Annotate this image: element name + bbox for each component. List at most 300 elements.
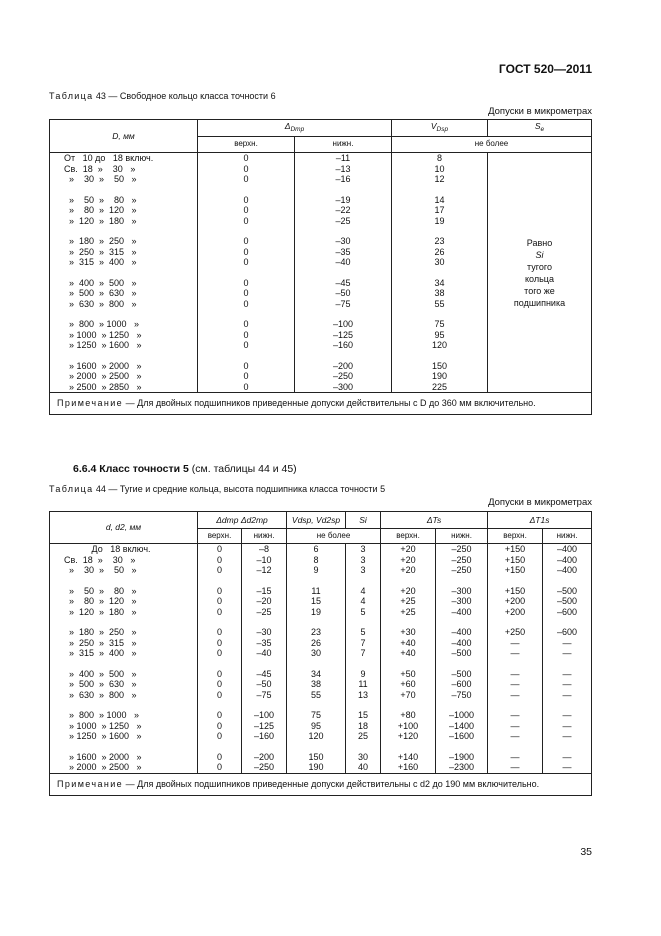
t1s-lower: —	[543, 679, 592, 690]
spacer-cell	[543, 742, 592, 752]
page-number: 35	[580, 846, 592, 858]
delta-lower: –40	[242, 648, 287, 659]
delta-lower: –12	[242, 565, 287, 576]
v-dsp: 23	[392, 236, 488, 247]
table-44	[49, 511, 592, 796]
ts-upper: +40	[381, 638, 436, 649]
ts-lower: –1900	[436, 752, 488, 763]
size-range: » 500 » 630 »	[50, 288, 198, 299]
ts-lower: –500	[436, 648, 488, 659]
delta-lower: –50	[242, 679, 287, 690]
t1s-lower: –600	[543, 607, 592, 618]
size-range: » 120 » 180 »	[50, 216, 198, 227]
size-range: » 50 » 80 »	[50, 195, 198, 206]
delta-upper: 0	[198, 586, 242, 597]
v-dsp: 23	[287, 627, 346, 638]
spacer-cell	[198, 185, 295, 195]
spacer-cell	[381, 700, 436, 710]
t1s-upper: —	[488, 731, 543, 742]
table-row	[50, 586, 592, 597]
delta-upper: 0	[198, 288, 295, 299]
si-value: 7	[346, 638, 381, 649]
si-value: 30	[346, 752, 381, 763]
section-heading: 6.6.4 Класс точности 5 (см. таблицы 44 и 45)	[73, 463, 297, 475]
delta-lower: –8	[242, 544, 287, 555]
t44-upper: верхн.	[198, 529, 242, 544]
t1s-upper: —	[488, 679, 543, 690]
size-range: » 1250 » 1600 »	[50, 340, 198, 351]
t1s-lower: —	[543, 752, 592, 763]
spacer-cell	[392, 268, 488, 278]
delta-upper: 0	[198, 710, 242, 721]
delta-lower: –30	[242, 627, 287, 638]
spacer-cell	[295, 351, 392, 361]
ts-upper: +60	[381, 679, 436, 690]
v-dsp: 150	[287, 752, 346, 763]
delta-lower: –25	[295, 216, 392, 227]
t1s-lower: —	[543, 731, 592, 742]
delta-upper: 0	[198, 236, 295, 247]
v-dsp: 8	[287, 555, 346, 566]
t1s-upper: +150	[488, 586, 543, 597]
v-dsp: 38	[392, 288, 488, 299]
t1s-lower: –400	[543, 555, 592, 566]
size-range: » 2000 » 2500 »	[50, 371, 198, 382]
delta-lower: –160	[242, 731, 287, 742]
si-value: 4	[346, 586, 381, 597]
si-value: 9	[346, 669, 381, 680]
spacer-cell	[392, 351, 488, 361]
v-dsp: 11	[287, 586, 346, 597]
t1s-upper: +200	[488, 596, 543, 607]
delta-lower: –40	[295, 257, 392, 268]
size-range: » 80 » 120 »	[50, 596, 198, 607]
delta-upper: 0	[198, 299, 295, 310]
se-note-line: того же	[524, 285, 555, 296]
v-dsp: 190	[392, 371, 488, 382]
delta-upper: 0	[198, 679, 242, 690]
size-range: » 120 » 180 »	[50, 607, 198, 618]
table-row	[50, 627, 592, 638]
ts-upper: +50	[381, 669, 436, 680]
delta-lower: –11	[295, 153, 392, 164]
table44-units: Допуски в микрометрах	[488, 497, 592, 508]
spacer-cell	[346, 659, 381, 669]
spacer-cell	[488, 617, 543, 627]
table43-units: Допуски в микрометрах	[488, 106, 592, 117]
table-row	[50, 731, 592, 742]
v-dsp: 12	[392, 174, 488, 185]
delta-lower: –75	[295, 299, 392, 310]
t1s-lower: —	[543, 762, 592, 773]
spacer-cell	[295, 309, 392, 319]
size-range: » 315 » 400 »	[50, 257, 198, 268]
spacer-cell	[543, 617, 592, 627]
v-dsp: 6	[287, 544, 346, 555]
se-note-line: подшипника	[513, 297, 566, 308]
delta-lower: –20	[242, 596, 287, 607]
t44-col-si: Si	[346, 512, 381, 529]
t44-col-delta: Δdmp Δd2mp	[198, 512, 287, 529]
spacer-row	[50, 700, 592, 710]
spacer-cell	[381, 617, 436, 627]
delta-lower: –35	[295, 247, 392, 258]
delta-upper: 0	[198, 669, 242, 680]
delta-upper: 0	[198, 607, 242, 618]
v-dsp: 8	[392, 153, 488, 164]
t1s-upper: —	[488, 648, 543, 659]
delta-lower: –50	[295, 288, 392, 299]
delta-upper: 0	[198, 257, 295, 268]
size-range: » 180 » 250 »	[50, 627, 198, 638]
spacer-cell	[295, 268, 392, 278]
table-row	[50, 607, 592, 618]
spacer-cell	[50, 742, 198, 752]
delta-upper: 0	[198, 762, 242, 773]
spacer-cell	[50, 617, 198, 627]
v-dsp: 38	[287, 679, 346, 690]
delta-lower: –19	[295, 195, 392, 206]
t44-not-more: не более	[287, 529, 381, 544]
v-dsp: 95	[287, 721, 346, 732]
spacer-cell	[198, 268, 295, 278]
delta-upper: 0	[198, 371, 295, 382]
spacer-row	[50, 576, 592, 586]
t44-ts-lower: нижн.	[436, 529, 488, 544]
ts-lower: –400	[436, 638, 488, 649]
spacer-cell	[346, 742, 381, 752]
spacer-cell	[50, 576, 198, 586]
ts-upper: +160	[381, 762, 436, 773]
si-value: 3	[346, 555, 381, 566]
spacer-cell	[50, 309, 198, 319]
size-range: » 30 » 50 »	[50, 565, 198, 576]
t1s-lower: –500	[543, 596, 592, 607]
ts-lower: –1000	[436, 710, 488, 721]
t43-note: Примечание — Для двойных подшипников приведенные допуски действительны с D до 360 мм включительно.	[50, 393, 592, 415]
t43-col-v: $V_{Dsp}$	[392, 120, 488, 137]
v-dsp: 150	[392, 361, 488, 372]
ts-upper: +20	[381, 544, 436, 555]
spacer-cell	[50, 659, 198, 669]
t1s-upper: —	[488, 669, 543, 680]
v-dsp: 75	[392, 319, 488, 330]
size-range: » 400 » 500 »	[50, 278, 198, 289]
spacer-cell	[543, 576, 592, 586]
t1s-upper: +250	[488, 627, 543, 638]
delta-lower: –22	[295, 205, 392, 216]
v-dsp: 10	[392, 164, 488, 175]
table-row	[50, 555, 592, 566]
spacer-cell	[242, 742, 287, 752]
spacer-cell	[198, 742, 242, 752]
t43-col-delta: $\Delta_{Dmp}$	[198, 120, 392, 137]
spacer-cell	[381, 659, 436, 669]
delta-upper: 0	[198, 205, 295, 216]
table-row	[50, 153, 592, 164]
v-dsp: 34	[392, 278, 488, 289]
size-range: Св. 18 » 30 »	[50, 555, 198, 566]
delta-upper: 0	[198, 555, 242, 566]
spacer-cell	[488, 700, 543, 710]
ts-upper: +80	[381, 710, 436, 721]
size-range: Св. 18 » 30 »	[50, 164, 198, 175]
delta-lower: –45	[242, 669, 287, 680]
t1s-upper: —	[488, 638, 543, 649]
spacer-cell	[346, 576, 381, 586]
spacer-cell	[346, 617, 381, 627]
se-note-line: Si	[535, 249, 544, 260]
size-range: » 50 » 80 »	[50, 586, 198, 597]
spacer-cell	[198, 576, 242, 586]
si-value: 11	[346, 679, 381, 690]
ts-upper: +70	[381, 690, 436, 701]
v-dsp: 95	[392, 330, 488, 341]
size-range: » 1250 » 1600 »	[50, 731, 198, 742]
t1s-lower: —	[543, 638, 592, 649]
spacer-cell	[287, 576, 346, 586]
ts-upper: +30	[381, 627, 436, 638]
delta-upper: 0	[198, 319, 295, 330]
spacer-cell	[198, 351, 295, 361]
delta-lower: –45	[295, 278, 392, 289]
size-range: » 2000 » 2500 »	[50, 762, 198, 773]
size-range: » 800 » 1000 »	[50, 710, 198, 721]
spacer-cell	[488, 659, 543, 669]
delta-upper: 0	[198, 216, 295, 227]
v-dsp: 17	[392, 205, 488, 216]
spacer-cell	[381, 742, 436, 752]
delta-lower: –250	[242, 762, 287, 773]
size-range: До 18 включ.	[50, 544, 198, 555]
t1s-lower: —	[543, 690, 592, 701]
delta-upper: 0	[198, 164, 295, 175]
v-dsp: 225	[392, 382, 488, 393]
table43-caption: Таблица 43 — Свободное кольцо класса точности 6	[49, 91, 276, 101]
delta-lower: –35	[242, 638, 287, 649]
t1s-upper: +150	[488, 565, 543, 576]
spacer-cell	[543, 659, 592, 669]
spacer-cell	[198, 226, 295, 236]
v-dsp: 26	[392, 247, 488, 258]
spacer-cell	[295, 185, 392, 195]
size-range: » 30 » 50 »	[50, 174, 198, 185]
table-row	[50, 679, 592, 690]
si-value: 4	[346, 596, 381, 607]
si-value: 3	[346, 544, 381, 555]
si-value: 18	[346, 721, 381, 732]
v-dsp: 120	[392, 340, 488, 351]
t1s-upper: +150	[488, 555, 543, 566]
size-range: » 1000 » 1250 »	[50, 721, 198, 732]
si-value: 13	[346, 690, 381, 701]
spacer-cell	[198, 309, 295, 319]
delta-lower: –30	[295, 236, 392, 247]
table-row	[50, 690, 592, 701]
spacer-cell	[436, 617, 488, 627]
ts-lower: –250	[436, 544, 488, 555]
v-dsp: 15	[287, 596, 346, 607]
ts-lower: –750	[436, 690, 488, 701]
size-range: » 630 » 800 »	[50, 690, 198, 701]
spacer-cell	[392, 309, 488, 319]
table-row	[50, 721, 592, 732]
delta-upper: 0	[198, 382, 295, 393]
spacer-cell	[50, 351, 198, 361]
spacer-cell	[287, 617, 346, 627]
spacer-cell	[436, 700, 488, 710]
si-value: 7	[346, 648, 381, 659]
spacer-cell	[392, 185, 488, 195]
size-range: От 10 до 18 включ.	[50, 153, 198, 164]
delta-upper: 0	[198, 544, 242, 555]
v-dsp: 19	[287, 607, 346, 618]
spacer-row	[50, 617, 592, 627]
v-dsp: 30	[392, 257, 488, 268]
v-dsp: 26	[287, 638, 346, 649]
ts-upper: +120	[381, 731, 436, 742]
size-range: » 1600 » 2000 »	[50, 361, 198, 372]
delta-lower: –250	[295, 371, 392, 382]
t43-col-se: $S_e$	[488, 120, 592, 137]
spacer-cell	[198, 700, 242, 710]
spacer-cell	[287, 742, 346, 752]
size-range: » 80 » 120 »	[50, 205, 198, 216]
ts-upper: +140	[381, 752, 436, 763]
v-dsp: 19	[392, 216, 488, 227]
se-note-line: тугого	[527, 261, 552, 272]
delta-lower: –25	[242, 607, 287, 618]
delta-upper: 0	[198, 195, 295, 206]
ts-upper: +20	[381, 555, 436, 566]
size-range: » 250 » 315 »	[50, 247, 198, 258]
table-row	[50, 544, 592, 555]
table-row	[50, 762, 592, 773]
t1s-lower: —	[543, 669, 592, 680]
t44-t1s-upper: верхн.	[488, 529, 543, 544]
t43-lower: нижн.	[295, 137, 392, 153]
delta-upper: 0	[198, 278, 295, 289]
spacer-cell	[346, 700, 381, 710]
delta-lower: –200	[242, 752, 287, 763]
t1s-upper: —	[488, 762, 543, 773]
delta-lower: –16	[295, 174, 392, 185]
spacer-cell	[543, 700, 592, 710]
spacer-cell	[436, 576, 488, 586]
delta-upper: 0	[198, 340, 295, 351]
spacer-cell	[295, 226, 392, 236]
size-range: » 1000 » 1250 »	[50, 330, 198, 341]
t1s-lower: —	[543, 648, 592, 659]
delta-upper: 0	[198, 247, 295, 258]
table-row	[50, 596, 592, 607]
size-range: » 250 » 315 »	[50, 638, 198, 649]
ts-lower: –400	[436, 627, 488, 638]
ts-lower: –250	[436, 555, 488, 566]
ts-lower: –400	[436, 607, 488, 618]
si-value: 5	[346, 607, 381, 618]
t44-note: Примечание — Для двойных подшипников приведенные допуски действительны с d2 до 190 мм включительно.	[50, 773, 592, 795]
delta-lower: –13	[295, 164, 392, 175]
t1s-upper: —	[488, 710, 543, 721]
spacer-row	[50, 742, 592, 752]
v-dsp: 190	[287, 762, 346, 773]
t1s-lower: –500	[543, 586, 592, 597]
size-range: » 180 » 250 »	[50, 236, 198, 247]
table44-caption: Таблица 44 — Тугие и средние кольца, высота подшипника класса точности 5	[49, 484, 386, 494]
delta-upper: 0	[198, 174, 295, 185]
delta-upper: 0	[198, 638, 242, 649]
t44-col-v: Vdsp, Vd2sp	[287, 512, 346, 529]
table-row	[50, 638, 592, 649]
t1s-upper: +200	[488, 607, 543, 618]
spacer-cell	[436, 659, 488, 669]
t44-col-ts: ΔTs	[381, 512, 488, 529]
t1s-lower: –400	[543, 544, 592, 555]
ts-lower: –2300	[436, 762, 488, 773]
ts-lower: –600	[436, 679, 488, 690]
t43-col-d: D, мм	[50, 120, 198, 153]
ts-upper: +100	[381, 721, 436, 732]
t44-col-t1s: ΔT1s	[488, 512, 592, 529]
ts-upper: +20	[381, 586, 436, 597]
ts-upper: +25	[381, 596, 436, 607]
ts-lower: –250	[436, 565, 488, 576]
si-value: 40	[346, 762, 381, 773]
delta-upper: 0	[198, 565, 242, 576]
spacer-cell	[242, 659, 287, 669]
ts-lower: –300	[436, 596, 488, 607]
ts-upper: +25	[381, 607, 436, 618]
spacer-cell	[50, 268, 198, 278]
v-dsp: 9	[287, 565, 346, 576]
v-dsp: 14	[392, 195, 488, 206]
delta-upper: 0	[198, 690, 242, 701]
spacer-cell	[488, 742, 543, 752]
ts-lower: –1400	[436, 721, 488, 732]
delta-lower: –75	[242, 690, 287, 701]
spacer-cell	[198, 659, 242, 669]
t1s-upper: —	[488, 752, 543, 763]
size-range: » 1600 » 2000 »	[50, 752, 198, 763]
se-note-line: Равно	[526, 237, 553, 248]
ts-upper: +20	[381, 565, 436, 576]
spacer-cell	[287, 700, 346, 710]
table-row	[50, 669, 592, 680]
delta-lower: –10	[242, 555, 287, 566]
delta-lower: –100	[242, 710, 287, 721]
v-dsp: 55	[392, 299, 488, 310]
spacer-cell	[242, 700, 287, 710]
size-range: » 800 » 1000 »	[50, 319, 198, 330]
delta-lower: –300	[295, 382, 392, 393]
spacer-cell	[50, 700, 198, 710]
se-note-line: кольца	[525, 273, 554, 284]
ts-upper: +40	[381, 648, 436, 659]
t43-upper: верхн.	[198, 137, 295, 153]
standard-number: ГОСТ 520—2011	[498, 62, 592, 76]
delta-upper: 0	[198, 721, 242, 732]
v-dsp: 30	[287, 648, 346, 659]
delta-upper: 0	[198, 627, 242, 638]
size-range: » 630 » 800 »	[50, 299, 198, 310]
ts-lower: –300	[436, 586, 488, 597]
si-value: 3	[346, 565, 381, 576]
size-range: » 315 » 400 »	[50, 648, 198, 659]
t44-t1s-lower: нижн.	[543, 529, 592, 544]
table-row	[50, 565, 592, 576]
size-range: » 2500 » 2850 »	[50, 382, 198, 393]
